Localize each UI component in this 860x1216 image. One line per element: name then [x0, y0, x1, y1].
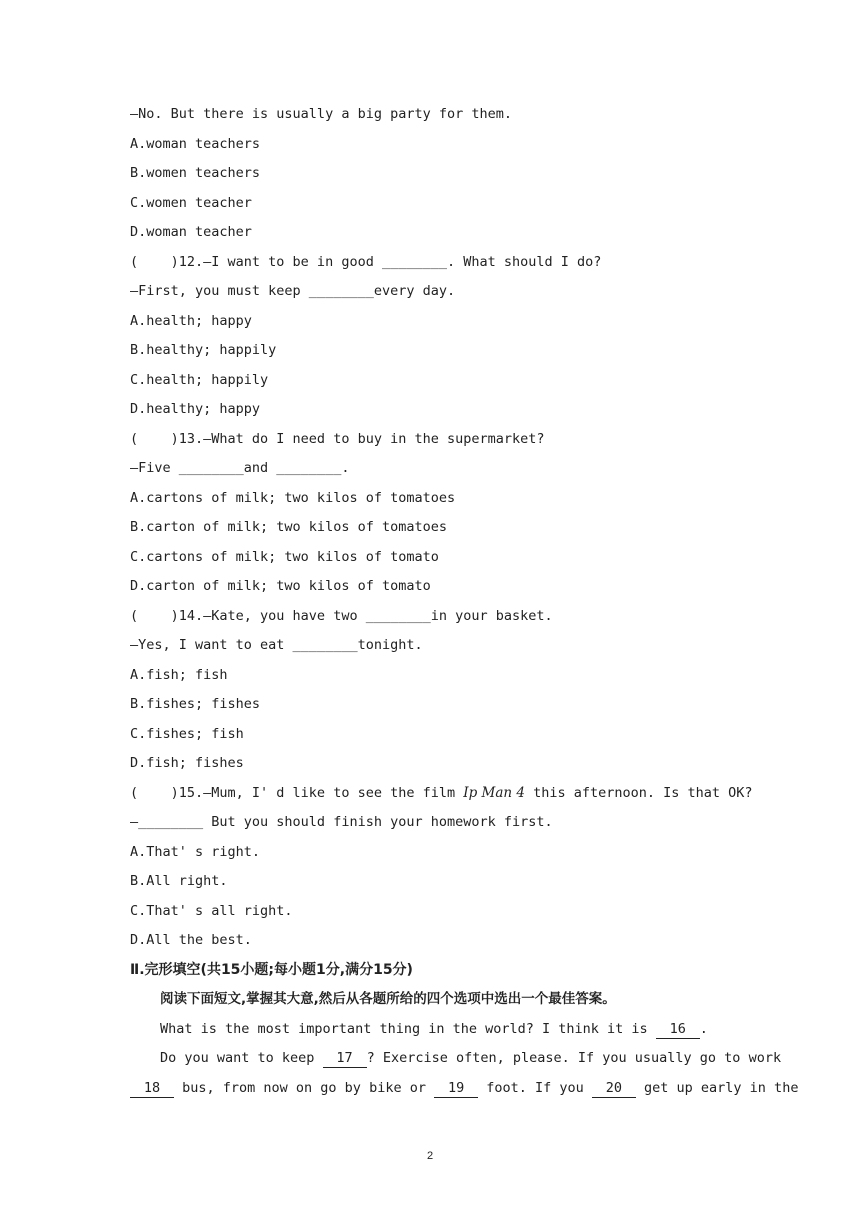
text-line-11: ( )13.—What do I need to buy in the supermarket?	[130, 430, 545, 447]
text-line-22: D.fish; fishes	[130, 755, 244, 771]
option-line-3: C.That' s all right.	[130, 902, 293, 919]
text-line-4: D.woman teacher	[130, 224, 252, 240]
section-instruction: 阅读下面短文,掌握其大意,然后从各题所给的四个选项中选出一个最佳答案。	[160, 991, 616, 1007]
text-line-0: —No. But there is usually a big party for them.	[130, 106, 513, 122]
text-line-19: A.fish; fish	[130, 666, 228, 683]
section-heading: Ⅱ.完形填空(共15小题;每小题1分,满分15分)	[130, 961, 413, 978]
text-line-2: B.women teachers	[130, 165, 261, 181]
document-body	[130, 103, 799, 1106]
text-line-13: A.cartons of milk; two kilos of tomatoes	[130, 489, 456, 506]
text-line-5: ( )12.—I want to be in good ________. What should I do?	[130, 253, 602, 270]
text-line-21: C.fishes; fish	[130, 725, 244, 742]
blank-18: 18	[130, 1080, 174, 1098]
option-line-2: B.All right.	[130, 873, 228, 889]
text-line-1: A.woman teachers	[130, 135, 261, 152]
text-line-20: B.fishes; fishes	[130, 696, 261, 712]
option-line-0: —________ But you should finish your homework first.	[130, 814, 553, 830]
text-line-7: A.health; happy	[130, 312, 252, 329]
text-line-10: D.healthy; happy	[130, 401, 261, 417]
text-line-9: C.health; happily	[130, 371, 269, 388]
blank-19: 19	[434, 1080, 478, 1098]
question-lines	[130, 103, 740, 782]
text-line-8: B.healthy; happily	[130, 342, 277, 358]
text-line-18: —Yes, I want to eat ________tonight.	[130, 637, 423, 653]
passage-line-2: Do you want to keep 17 ? Exercise often, please. If you usually go to work	[160, 1050, 782, 1066]
option-line-1: A.That' s right.	[130, 843, 261, 860]
page-number: 2	[426, 1150, 434, 1162]
film-title: Ip Man 4	[463, 784, 525, 801]
question-15-options	[130, 811, 740, 959]
blank-16: 16	[656, 1021, 700, 1039]
text-line-17: ( )14.—Kate, you have two ________in your basket.	[130, 607, 553, 624]
passage-line-3: 18 bus, from now on go by bike or 19 foot. If you 20 get up early in the	[130, 1077, 740, 1107]
blank-20: 20	[592, 1080, 636, 1098]
text-line-12: —Five ________and ________.	[130, 460, 350, 476]
blank-17: 17	[323, 1050, 367, 1068]
text-line-14: B.carton of milk; two kilos of tomatoes	[130, 519, 447, 535]
text-line-15: C.cartons of milk; two kilos of tomato	[130, 548, 439, 565]
text-line-3: C.women teacher	[130, 194, 252, 211]
passage-line-1: What is the most important thing in the world? I think it is 16 .	[160, 1020, 708, 1037]
text-line-16: D.carton of milk; two kilos of tomato	[130, 578, 431, 594]
option-line-4: D.All the best.	[130, 932, 252, 948]
question-15-line: ( )15.—Mum, I' d like to see the film Ip Man 4 this afternoon. Is that OK?	[130, 784, 753, 801]
text-line-6: —First, you must keep ________every day.	[130, 283, 456, 299]
